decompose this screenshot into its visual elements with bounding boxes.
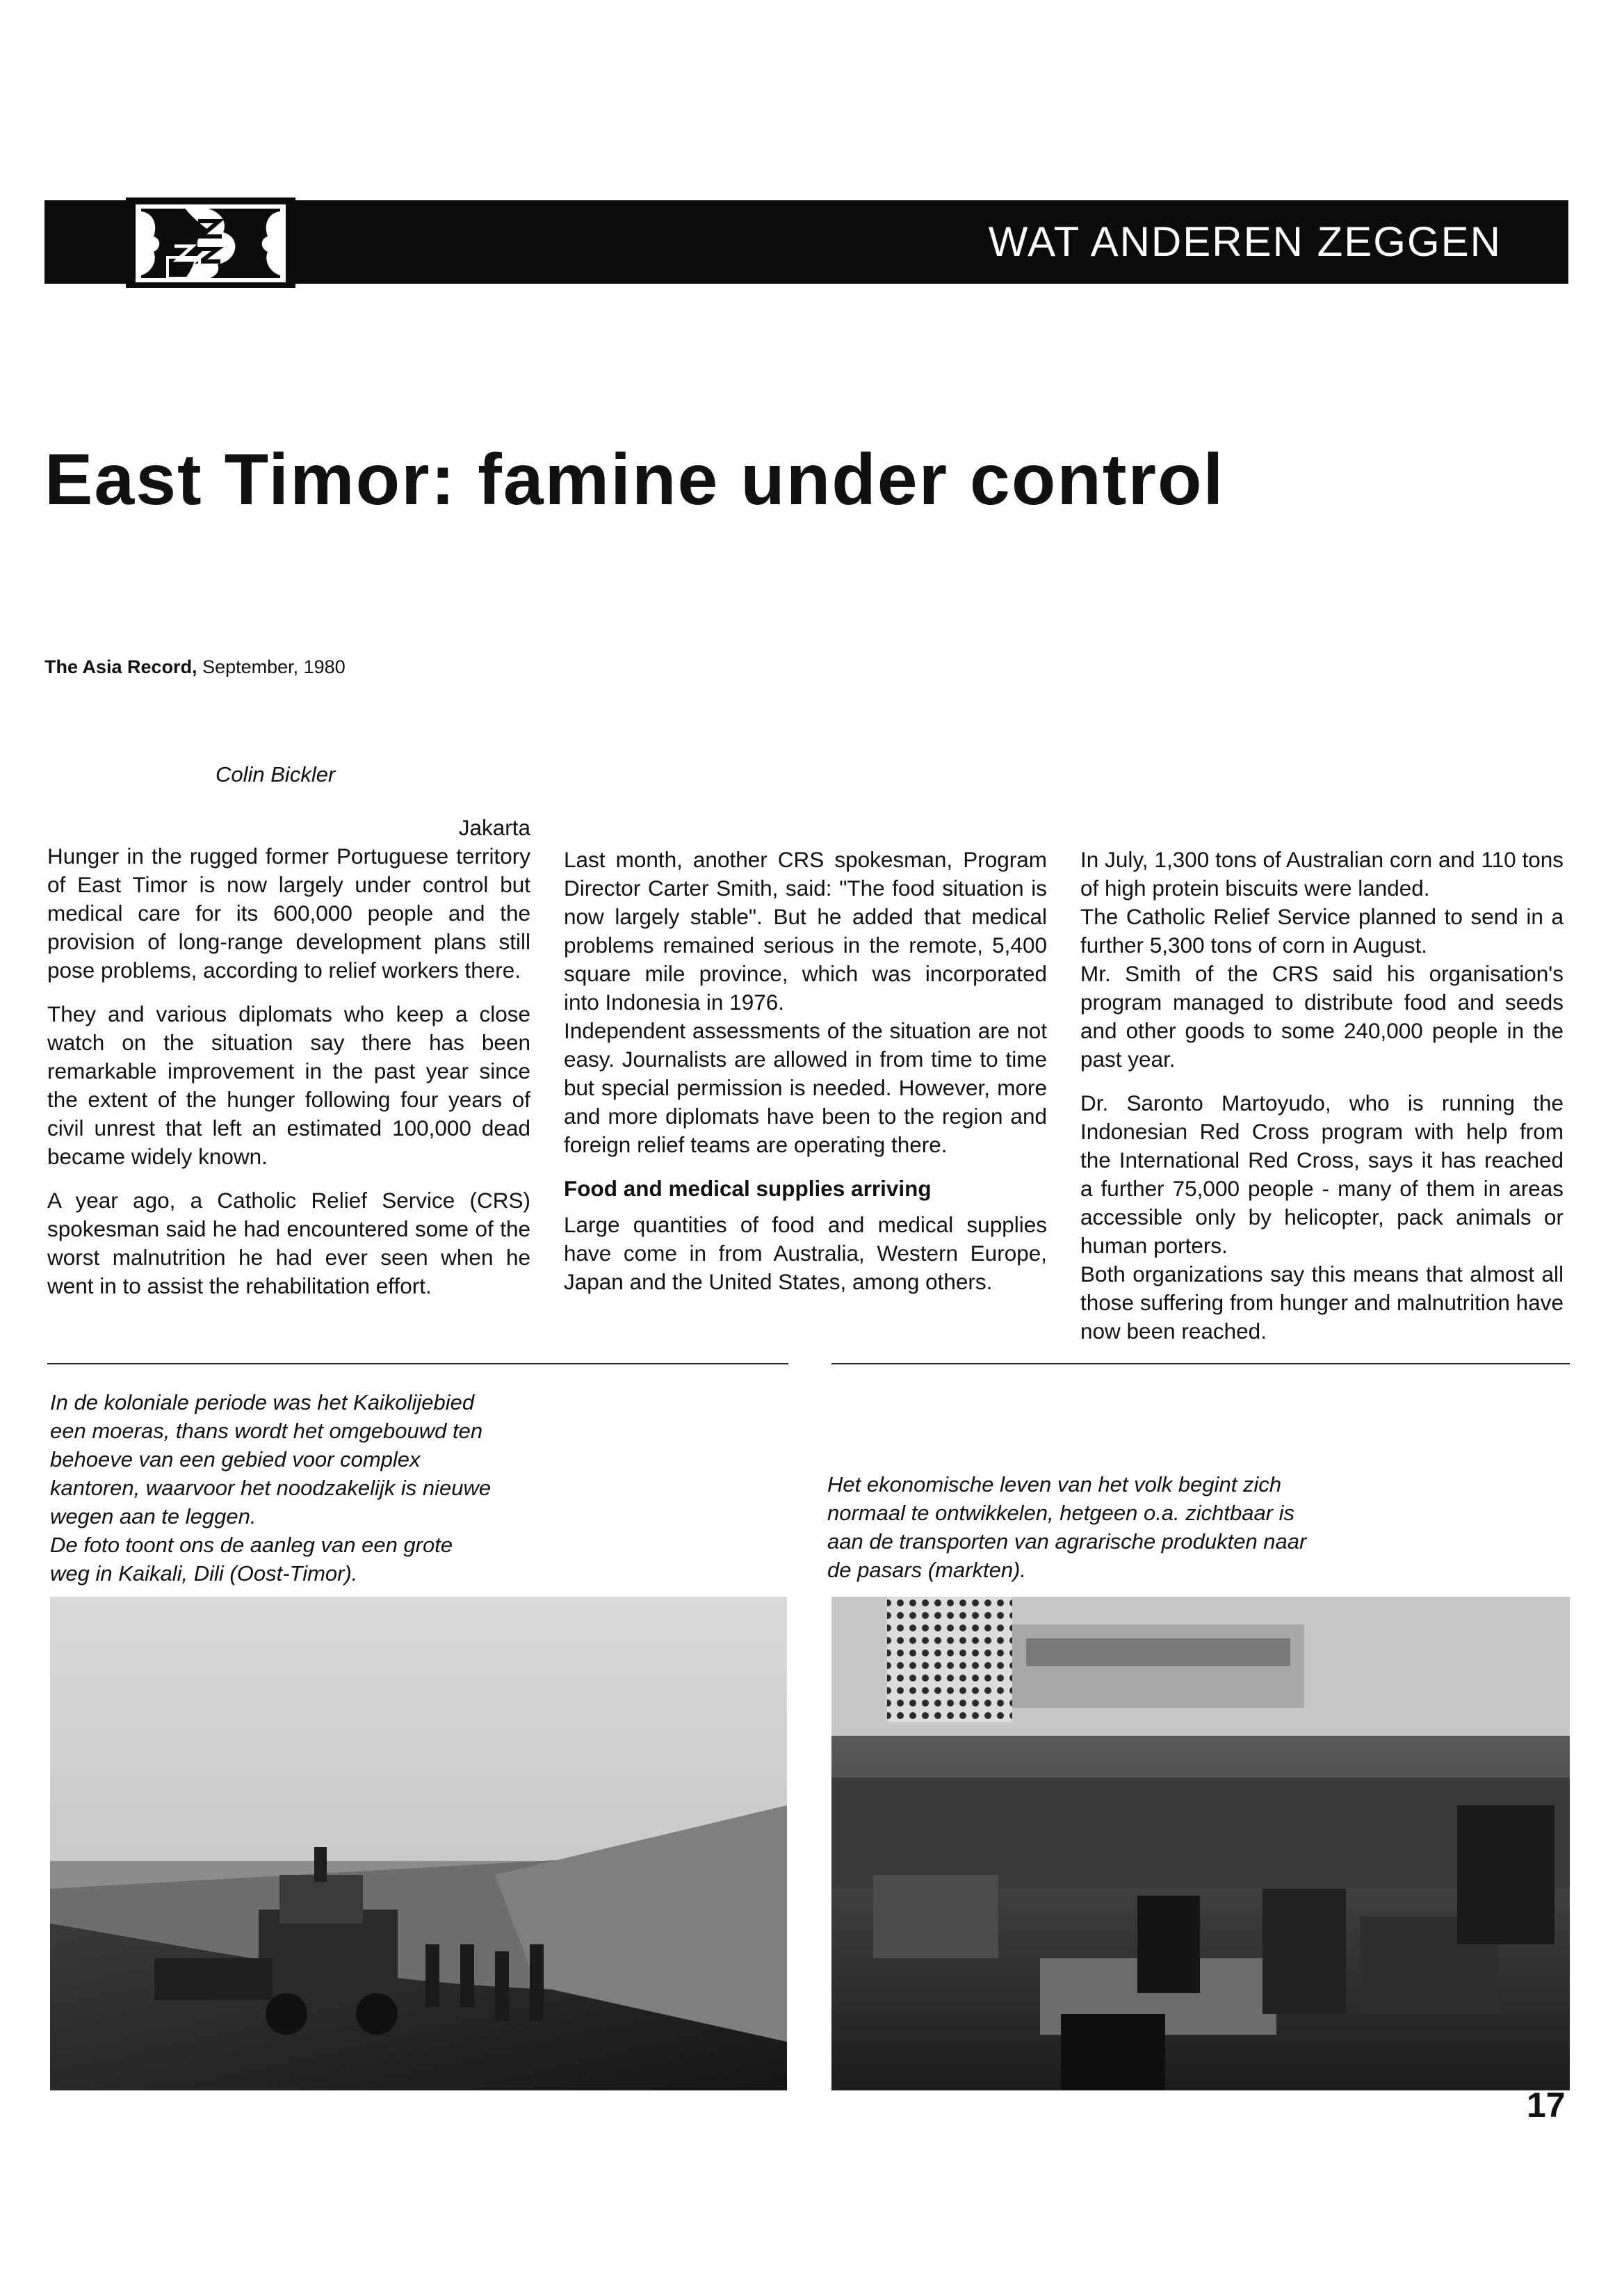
faces-logo-icon: [126, 197, 295, 288]
paragraph: The Catholic Relief Service planned to send in a further 5,300 tons of corn in August.: [1080, 904, 1564, 958]
divider-right: [831, 1363, 1570, 1364]
article-dateline: Jakarta: [458, 815, 530, 840]
article-column-2: [564, 846, 1047, 1312]
article-source: [44, 656, 346, 678]
source-date: September, 1980: [197, 656, 346, 677]
road-construction-photo: [50, 1597, 787, 2090]
paragraph: They and various diplomats who keep a close watch on the situation say there has been remarkable improvement in the past year since the extent of the hunger following four years of civil unrest that left an estimated 100,000 dead became widely known.: [47, 1001, 530, 1169]
market-photo: [831, 1597, 1570, 2090]
article-subheading: Food and medical supplies arriving: [564, 1176, 932, 1201]
section-banner: [44, 200, 1568, 284]
article-column-3: [1080, 846, 1564, 1361]
caption-paragraph: Het ekonomische leven van het volk begint zich normaal te ontwikkelen, hetgeen o.a. zichtbaar is aan de transporten van agrarische produkten naar de pasars (markten).: [827, 1472, 1307, 1582]
paragraph: Mr. Smith of the CRS said his organisation's program managed to distribute food and seeds and other goods to some 240,000 people in the past year.: [1080, 961, 1564, 1072]
article-headline: East Timor: famine under control: [44, 440, 1225, 520]
photo-caption-right: [827, 1470, 1328, 1584]
caption-paragraph: In de koloniale periode was het Kaikolijebied een moeras, thans wordt het omgebouwd ten behoeve van een gebied voor complex kantoren, waarvoor het noodzakelijk is nieuwe wegen aan te leggen.: [50, 1390, 492, 1529]
paragraph: Hunger in the rugged former Portuguese territory of East Timor is now largely under control but medical care for its 600,000 people and the provision of long-range development plans still pose problems, according to relief workers there.: [47, 844, 530, 983]
article-column-1: [47, 814, 530, 1316]
section-title: WAT ANDEREN ZEGGEN: [988, 218, 1502, 265]
paragraph: Independent assessments of the situation are not easy. Journalists are allowed in from time to time but special permission is needed. However, more and more diplomats have been to the region and foreign relief teams are operating there.: [564, 1018, 1047, 1157]
paragraph: In July, 1,300 tons of Australian corn and 110 tons of high protein biscuits were landed.: [1080, 847, 1564, 901]
source-name: The Asia Record,: [44, 656, 197, 677]
photo-caption-left: [50, 1388, 495, 1588]
paragraph: A year ago, a Catholic Relief Service (CRS) spokesman said he had encountered some of the worst malnutrition he had ever seen when he went in to assist the rehabilitation effort.: [47, 1188, 530, 1298]
divider-left: [47, 1363, 788, 1364]
caption-paragraph: De foto toont ons de aanleg van een grote weg in Kaikali, Dili (Oost-Timor).: [50, 1533, 453, 1586]
paragraph: Both organizations say this means that almost all those suffering from hunger and malnutrition have now been reached.: [1080, 1261, 1564, 1344]
paragraph: Last month, another CRS spokesman, Program Director Carter Smith, said: "The food situation is now largely stable". But he added that medical problems remained serious in the remote, 5,400 square mile province, which was incorporated into Indonesia in 1976.: [564, 847, 1047, 1015]
page-number: 17: [1527, 2086, 1566, 2124]
article-byline: Colin Bickler: [216, 762, 336, 787]
paragraph: Large quantities of food and medical supplies have come in from Australia, Western Europe, Japan and the United States, among others.: [564, 1212, 1047, 1294]
paragraph: Dr. Saronto Martoyudo, who is running the Indonesian Red Cross program with help from the International Red Cross, says it has reached a further 75,000 people - many of them in areas accessible only by helicopter, pack animals or human porters.: [1080, 1090, 1564, 1258]
